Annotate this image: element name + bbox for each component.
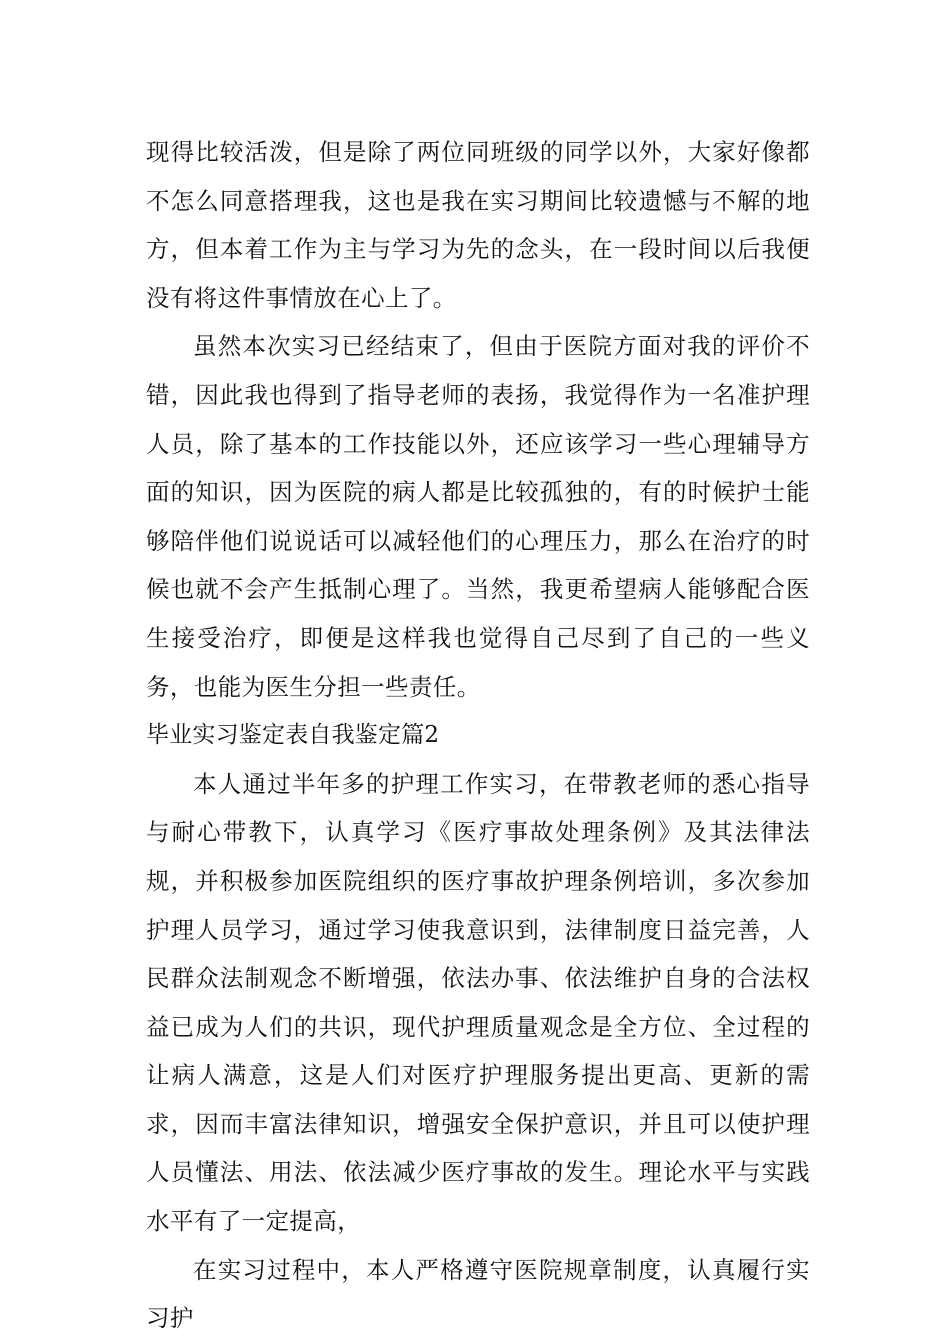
paragraph-evaluation: 虽然本次实习已经结束了，但由于医院方面对我的评价不错，因此我也得到了指导老师的表扬，我觉得作为一名准护理人员，除了基本的工作技能以外，还应该学习一些心理辅导方面的知识，因为医院的病人都是比较孤独的，有的时候护士能够陪伴他们说说话可以减轻他们的心理压力，那么在治疗的时候也就不会产生抵制心理了。当然，我更希望病人能够配合医生接受治疗，即便是这样我也觉得自己尽到了自己的一些义务，也能为医生分担一些责任。 (146, 332, 810, 701)
section-heading: 毕业实习鉴定表自我鉴定篇2 (146, 722, 440, 749)
document-body (146, 128, 810, 1343)
paragraph-hospital-rules: 在实习过程中，本人严格遵守医院规章制度，认真履行实习护 (146, 1255, 810, 1333)
paragraph-continuation: 现得比较活泼，但是除了两位同班级的同学以外，大家好像都不怎么同意搭理我，这也是我在实习期间比较遗憾与不解的地方，但本着工作为主与学习为先的念头，在一段时间以后我便没有将这件事情放在心上了。 (146, 138, 810, 312)
paragraph-legal-study: 本人通过半年多的护理工作实习，在带教老师的悉心指导与耐心带教下，认真学习《医疗事故处理条例》及其法律法规，并积极参加医院组织的医疗事故护理条例培训，多次参加护理人员学习，通过学习使我意识到，法律制度日益完善，人民群众法制观念不断增强，依法办事、依法维护自身的合法权益已成为人们的共识，现代护理质量观念是全方位、全过程的让病人满意，这是人们对医疗护理服务提出更高、更新的需求，因而丰富法律知识，增强安全保护意识，并且可以使护理人员懂法、用法、依法减少医疗事故的发生。理论水平与实践水平有了一定提高， (146, 769, 810, 1236)
